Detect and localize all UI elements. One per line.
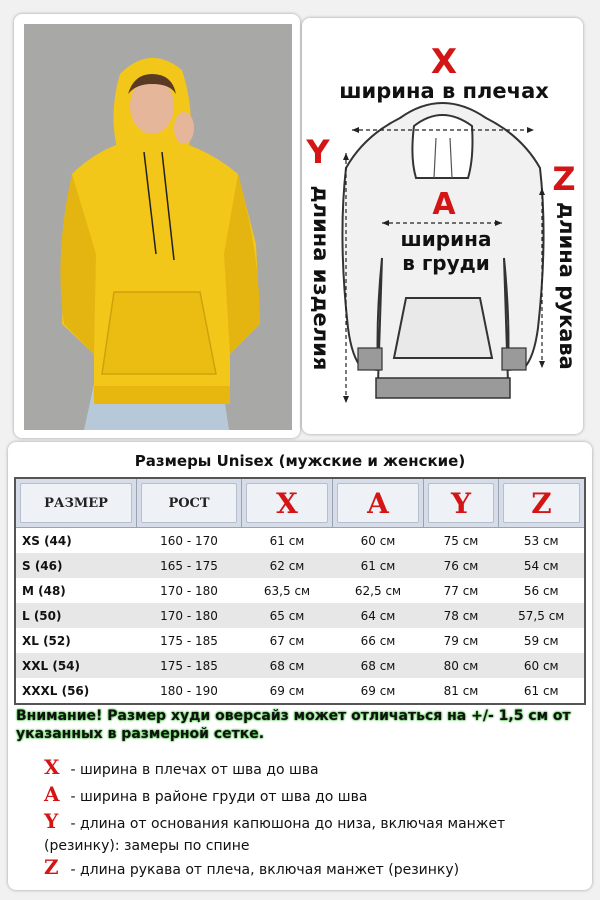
cell-height: 175 - 185	[137, 628, 242, 653]
table-row	[15, 603, 585, 628]
legend-z-text: - длина рукава от плеча, включая манжет (резинку)	[70, 862, 460, 878]
diagram-y-letter: Y	[306, 133, 330, 171]
model-photo	[24, 24, 292, 430]
header-z	[499, 478, 586, 528]
header-size-label: РАЗМЕР	[44, 495, 108, 511]
cell-y: 77 см	[424, 578, 499, 603]
cell-size: XL (52)	[15, 628, 137, 653]
cell-a: 61 см	[333, 553, 424, 578]
cell-a: 62,5 см	[333, 578, 424, 603]
cell-x: 67 см	[242, 628, 333, 653]
cell-x: 61 см	[242, 528, 333, 554]
legend-y-text: - длина от основания капюшона до низа, включая манжет (резинку): замеры по спине	[44, 816, 506, 854]
legend-item-a	[44, 783, 554, 808]
cell-z: 53 см	[499, 528, 586, 554]
legend-a-text: - ширина в районе груди от шва до шва	[70, 789, 368, 805]
header-x	[242, 478, 333, 528]
cell-x: 65 см	[242, 603, 333, 628]
cell-z: 61 см	[499, 678, 586, 704]
cell-size: L (50)	[15, 603, 137, 628]
table-row	[15, 653, 585, 678]
cell-y: 80 см	[424, 653, 499, 678]
photo-card	[14, 14, 300, 438]
cell-x: 63,5 см	[242, 578, 333, 603]
cell-a: 66 см	[333, 628, 424, 653]
diagram-a-text-line1: ширина	[400, 227, 492, 251]
header-height	[137, 478, 242, 528]
legend-item-z	[44, 856, 554, 881]
cell-a: 69 см	[333, 678, 424, 704]
legend-item-y	[44, 810, 554, 857]
diagram-a-text-line2: в груди	[402, 251, 490, 275]
table-row	[15, 578, 585, 603]
cell-a: 64 см	[333, 603, 424, 628]
measurement-diagram-card	[302, 18, 583, 434]
header-a	[333, 478, 424, 528]
cell-x: 68 см	[242, 653, 333, 678]
cell-x: 62 см	[242, 553, 333, 578]
cell-height: 165 - 175	[137, 553, 242, 578]
cell-z: 54 см	[499, 553, 586, 578]
cell-z: 60 см	[499, 653, 586, 678]
cell-height: 175 - 185	[137, 653, 242, 678]
diagram-x-text: ширина в плечах	[339, 79, 549, 103]
cell-x: 69 см	[242, 678, 333, 704]
cell-size: S (46)	[15, 553, 137, 578]
table-row	[15, 553, 585, 578]
cell-a: 60 см	[333, 528, 424, 554]
model-illustration	[24, 24, 292, 430]
cell-y: 75 см	[424, 528, 499, 554]
cell-size: XXXL (56)	[15, 678, 137, 704]
cell-size: XXL (54)	[15, 653, 137, 678]
cell-height: 160 - 170	[137, 528, 242, 554]
header-y	[424, 478, 499, 528]
cell-y: 76 см	[424, 553, 499, 578]
header-size	[15, 478, 137, 528]
diagram-z-text: длина рукава	[555, 202, 579, 370]
header-height-label: РОСТ	[168, 495, 210, 511]
header-x-label: X	[276, 486, 298, 520]
legend-y-letter: Y	[44, 809, 59, 833]
table-row	[15, 628, 585, 653]
diagram-z-letter: Z	[552, 160, 576, 198]
legend-x-text: - ширина в плечах от шва до шва	[70, 762, 319, 778]
cell-z: 59 см	[499, 628, 586, 653]
cell-a: 68 см	[333, 653, 424, 678]
legend-x-letter: X	[44, 755, 60, 779]
legend-a-letter: A	[44, 782, 60, 806]
cell-height: 170 - 180	[137, 603, 242, 628]
diagram-y-text: длина изделия	[309, 185, 333, 371]
cell-y: 81 см	[424, 678, 499, 704]
warning-note: Внимание! Размер худи оверсайз может отличаться на +/- 1,5 см от указанных в размерной сетке.	[16, 708, 571, 742]
header-z-label: Z	[531, 486, 552, 520]
header-a-label: A	[367, 486, 389, 520]
cell-y: 78 см	[424, 603, 499, 628]
header-y-label: Y	[451, 486, 471, 520]
table-row	[15, 528, 585, 554]
cell-z: 57,5 см	[499, 603, 586, 628]
cell-z: 56 см	[499, 578, 586, 603]
cell-size: M (48)	[15, 578, 137, 603]
table-row	[15, 678, 585, 704]
table-header-row	[15, 478, 585, 528]
size-table-title: Размеры Unisex (мужские и женские)	[134, 452, 466, 470]
size-table	[14, 477, 586, 705]
diagram-a-letter: A	[432, 187, 456, 222]
cell-y: 79 см	[424, 628, 499, 653]
cell-size: XS (44)	[15, 528, 137, 554]
hoodie-diagram	[302, 18, 583, 434]
diagram-x-letter: X	[430, 42, 458, 82]
cell-height: 180 - 190	[137, 678, 242, 704]
legend-z-letter: Z	[44, 855, 59, 879]
legend-item-x	[44, 756, 554, 781]
cell-height: 170 - 180	[137, 578, 242, 603]
